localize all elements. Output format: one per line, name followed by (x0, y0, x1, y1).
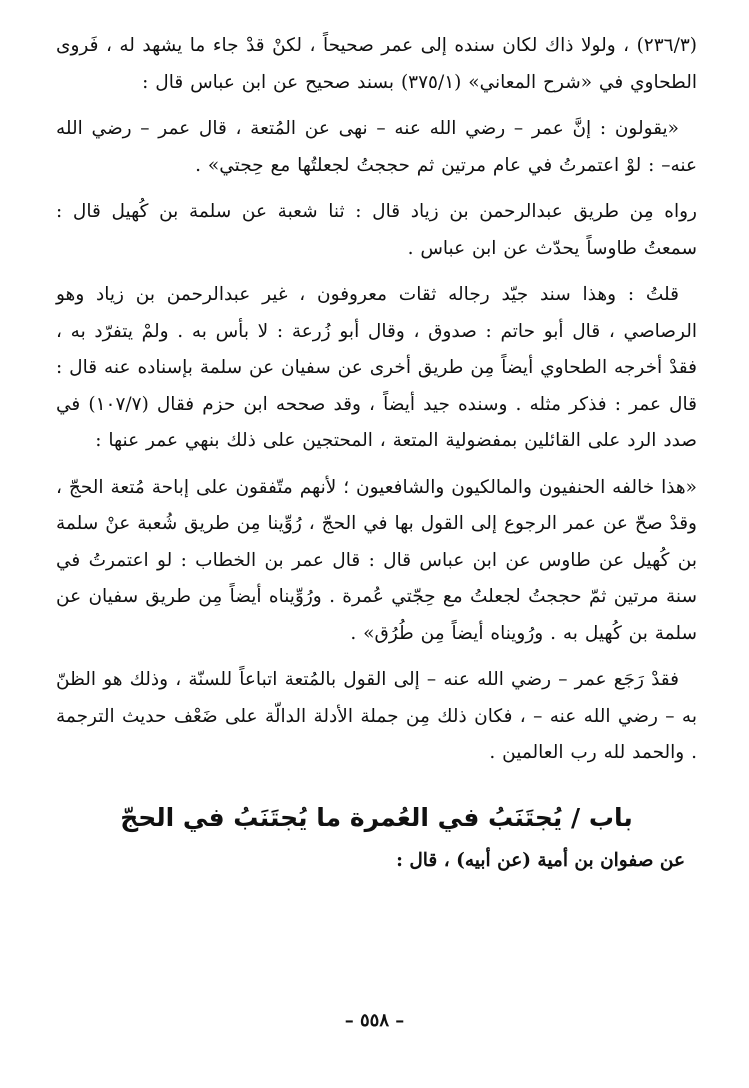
chapter-title: باب / يُجتَنَبُ في العُمرة ما يُجتَنَبُ في الحجّ (120, 802, 633, 832)
paragraph-6: فقدْ رَجَع عمر – رضي الله عنه – إلى القول بالمُتعة اتباعاً للسنّة ، وذلك هو الظنّ به – رضي الله عنه – ، فكان ذلك مِن جملة الأدلة الدالّة على ضَعْف حديث الترجمة . والحمد لله رب العالمين . (56, 669, 697, 763)
paragraph-1: (٢٣٦/٣) ، ولولا ذاك لكان سنده إلى عمر صحيحاً ، لكنْ قدْ جاء ما يشهد له ، فَروى الطحاوي في «شرح المعاني» (٣٧٥/١) بسند صحيح عن ابن عباس قال : (56, 35, 697, 93)
paragraph-5: «هذا خالفه الحنفيون والمالكيون والشافعيون ؛ لأنهم متّفقون على إباحة مُتعة الحجّ ، وقدْ صحّ عن عمر الرجوع إلى القول بها في الحجّ ، رُوِّينا مِن طريق شُعبة عنْ سلمة بن كُهيل عن طاوس عن ابن عباس قال : قال عمر بن الخطاب : لو اعتمرتُ في سنة مرتين ثمّ حججتُ لجعلتُ مع حِجّتي عُمرة . ورُوِّيناه أيضاً مِن طريق سفيان عن سلمة بن كُهيل به . ورُويناه أيضاً مِن طُرُق» . (56, 476, 697, 644)
hadith-intro-line: عن صفوان بن أمية (عن أبيه) ، قال : (396, 849, 685, 871)
paragraph-2: «يقولون : إنَّ عمر – رضي الله عنه – نهى عن المُتعة ، قال عمر – رضي الله عنه– : لوْ اعتمرتُ في عام مرتين ثم حججتُ لجعلتُها مع حِجتي» . (56, 118, 697, 176)
page-number: – ٥٥٨ – (344, 1010, 405, 1031)
paragraph-4: قلتُ : وهذا سند جيّد رجاله ثقات معروفون ، غير عبدالرحمن بن زياد وهو الرصاصي ، قال أبو حاتم : صدوق ، وقال أبو زُرعة : لا بأس به . ولمْ يتفرّد به ، فقدْ أخرجه الطحاوي أيضاً مِن طريق أخرى عن سفيان عن سلمة بإسناده عنه قال : قال عمر : فذكر مثله . وسنده جيد أيضاً ، وقد صححه ابن حزم فقال (١٠٧/٧) في صدد الرد على القائلين بمفضولية المتعة ، المحتجين على ذلك بنهي عمر عنها : (56, 284, 697, 451)
paragraph-3: رواه مِن طريق عبدالرحمن بن زياد قال : ثنا شعبة عن سلمة بن كُهيل قال : سمعتُ طاوساً يحدّث عن ابن عباس . (56, 201, 697, 259)
